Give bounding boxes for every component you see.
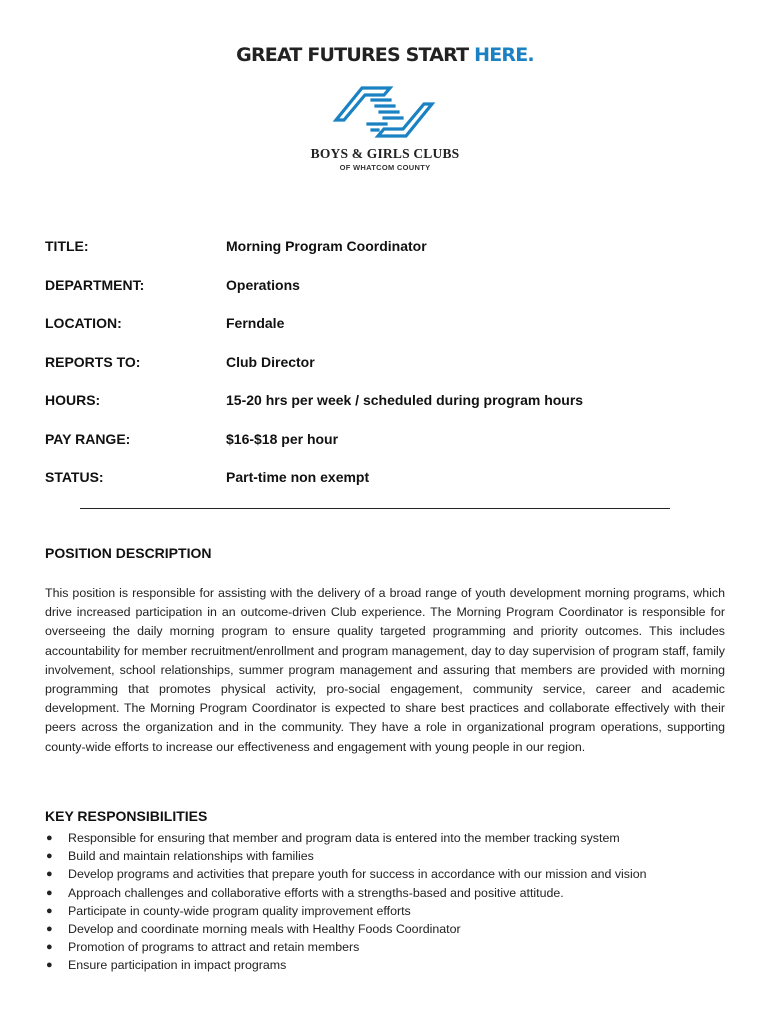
field-value: 15-20 hrs per week / scheduled during program hours	[226, 392, 584, 408]
list-item	[45, 938, 735, 956]
field-row-title	[45, 238, 725, 277]
field-label: REPORTS TO:	[45, 353, 141, 370]
bullet-icon: ●	[46, 959, 53, 972]
list-item-text: Build and maintain relationships with families	[68, 849, 314, 864]
list-item-text: Promotion of programs to attract and retain members	[68, 940, 360, 955]
bullet-icon: ●	[46, 832, 53, 844]
field-row-status	[45, 469, 725, 508]
list-item-text: Develop and coordinate morning meals with Healthy Foods Coordinator	[68, 921, 461, 936]
field-label: STATUS:	[45, 469, 104, 485]
list-item	[45, 920, 735, 938]
divider	[80, 508, 670, 509]
tagline-accent: HERE.	[474, 44, 534, 66]
field-value: Ferndale	[226, 315, 285, 331]
field-value: Part-time non exempt	[226, 469, 370, 485]
bullet-icon: ●	[46, 904, 53, 917]
org-subtitle: OF WHATCOM COUNTY	[339, 163, 431, 172]
list-item-text: Develop programs and activities that prepare youth for success in accordance with our mission and vision	[68, 867, 647, 882]
field-value: $16-$18 per hour	[226, 430, 339, 447]
field-row-department	[45, 277, 725, 316]
field-label: LOCATION:	[45, 315, 122, 331]
bullet-icon: ●	[46, 886, 53, 899]
responsibilities-list	[45, 829, 735, 975]
header-tagline	[0, 44, 770, 66]
field-row-location	[45, 315, 725, 354]
list-item-text: Responsible for ensuring that member and program data is entered into the member tracking system	[68, 831, 620, 845]
field-row-hours	[45, 392, 725, 431]
list-item	[45, 829, 735, 847]
bullet-icon: ●	[46, 850, 53, 863]
org-name: BOYS & GIRLS CLUBS	[310, 146, 460, 161]
position-description-text: This position is responsible for assisting with the delivery of a broad range of youth development morning programs, which drive increased participation in an outcome-driven Club experience. The Morning Program Coordinator is responsible for overseeing the daily morning program to ensure quality targeted programming and priority outcomes. This includes accountability for member recruitment/enrollment and program management, day to day supervision of program staff, family involvement, school relationships, summer program management and assuring that members are provided with morning programming that promotes physical activity, pro-social engagement, community service, career and academic development. The Morning Program Coordinator is expected to share best practices and collaborate effectively with their peers across the organization and in the community. They have a role in organizational program operations, supporting county-wide efforts to increase our effectiveness and engagement with young people in our region.	[45, 586, 725, 754]
list-item	[45, 884, 735, 902]
position-description-heading: POSITION DESCRIPTION	[45, 545, 212, 561]
field-value: Operations	[226, 276, 300, 293]
field-value: Morning Program Coordinator	[226, 238, 427, 254]
list-item-text: Approach challenges and collaborative efforts with a strengths-based and positive attitude.	[68, 885, 564, 900]
bgc-logo-icon	[332, 80, 436, 144]
bullet-icon: ●	[46, 922, 53, 935]
field-label: HOURS:	[45, 392, 101, 408]
field-label: PAY RANGE:	[45, 430, 131, 447]
job-details	[45, 238, 725, 508]
list-item	[45, 865, 735, 883]
bullet-icon: ●	[46, 941, 53, 954]
field-label: DEPARTMENT:	[45, 276, 145, 293]
list-item	[45, 956, 735, 974]
bullet-icon: ●	[46, 868, 53, 881]
field-row-reports-to	[45, 354, 725, 393]
list-item	[45, 902, 735, 920]
field-value: Club Director	[226, 353, 315, 370]
tagline-main: GREAT FUTURES START	[236, 44, 475, 66]
list-item-text: Participate in county-wide program quality improvement efforts	[68, 903, 411, 918]
list-item	[45, 847, 735, 865]
list-item-text: Ensure participation in impact programs	[68, 958, 287, 973]
field-label: TITLE:	[45, 238, 89, 254]
key-responsibilities-heading: KEY RESPONSIBILITIES	[45, 808, 208, 824]
field-row-pay-range	[45, 431, 725, 470]
